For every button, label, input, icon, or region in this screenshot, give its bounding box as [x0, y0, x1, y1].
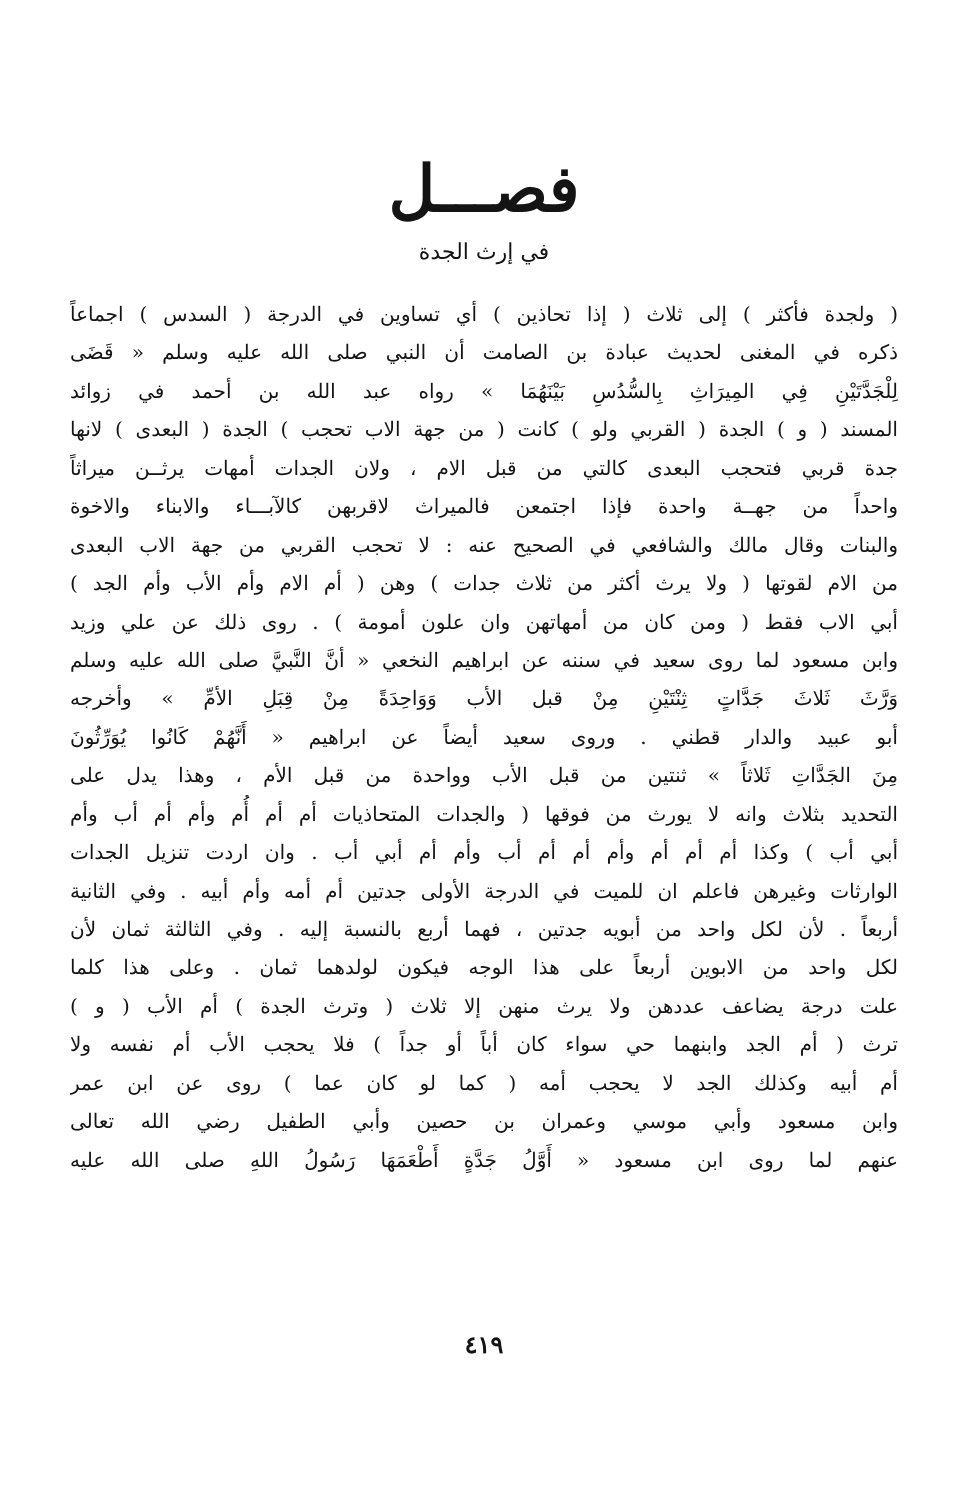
text-line: لكل واحد من الابوين أربعاً على هذا الوجه فيكون لولدهما ثمان . وعلى هذا كلما	[70, 955, 898, 980]
text-line: مِنَ الجَدَّاتِ ثَلاثاً » ثنتين من قبل الأب وواحدة من قبل الأم ، وهذا يدل على	[70, 763, 898, 788]
text-line: وابن مسعود لما روى سعيد في سننه عن ابراهيم النخعي « أنَّ النَّبيَّ صلى الله عليه وسلم	[70, 647, 898, 672]
text-line: المسند ( و ) الجدة ( القربي ولو ) كانت ( من جهة الاب تحجب ) الجدة ( البعدى ) لانها	[70, 417, 898, 442]
page-number: ٤١٩	[464, 1330, 504, 1359]
text-line: أبي أب ) وكذا أم أم أم وأم أم أم أب وأم أم أبي أب . وان اردت تنزيل الجدات	[70, 840, 898, 865]
text-line: لِلْجَدَّتَيْنِ فِي المِيرَاثِ بِالسُّدُسِ بَيْنَهُمَا » رواه عبد الله بن أحمد في زوائد	[70, 378, 898, 403]
text-line: واحداً من جهــة واحدة فإذا اجتمعن فالميراث لاقربهن كالآبـــاء والابناء والاخوة	[70, 494, 898, 519]
text-line: عنهم لما روى ابن مسعود « أَوَّلُ جَدَّةٍ أَطْعَمَهَا رَسُولُ اللهِ صلى الله عليه	[70, 1147, 898, 1172]
body-text	[70, 295, 898, 1179]
text-line: وابن مسعود وأبي موسي وعمران بن حصين وأبي الطفيل رضي الله تعالى	[70, 1109, 898, 1134]
chapter-title: فصـــل	[388, 152, 580, 227]
text-line: أبو عبيد والدار قطني . وروى سعيد أيضاً عن ابراهيم « أَنَّهُمْ كَانُوا يُوَرِّثُونَ	[70, 724, 898, 749]
text-line: ذكره في المغنى لحديث عبادة بن الصامت أن النبي صلى الله عليه وسلم « قَضَى	[70, 340, 898, 365]
text-line: ترث ( أم الجد وابنهما حي سواء كان أباً أو جداً ) فلا يحجب الأب أم نفسه ولا	[70, 1032, 898, 1057]
text-line: وَرَّثَ ثَلاثَ جَدَّاتٍ ثِنْتَيْنِ مِنْ قبل الأب وَوَاحِدَةً مِنْ قِبَلِ الأمِّ » وأخرجه	[70, 686, 898, 711]
text-line: أم أبيه وكذلك الجد لا يحجب أمه ( كما لو كان عما ) روى عن ابن عمر	[70, 1070, 898, 1095]
text-line: علت درجة يضاعف عددهن ولا يرث منهن إلا ثلاث ( وترث الجدة ) أم الأب ( و )	[70, 993, 898, 1018]
text-line: جدة قربي فتحجب البعدى كالتي من قبل الام ، ولان الجدات أمهات يرثــن ميراثاً	[70, 455, 898, 480]
text-line: أبي الاب فقط ( ومن كان من أمهاتهن وان علون أمومة ) . روى ذلك عن علي وزيد	[70, 609, 898, 634]
text-line: والبنات وقال مالك والشافعي في الصحيح عنه : لا تحجب القربي من جهة الاب البعدى	[70, 532, 898, 557]
text-line: من الام لقوتها ( ولا يرث أكثر من ثلاث جدات ) وهن ( أم الام وأم الأب وأم الجد )	[70, 571, 898, 596]
text-line: التحديد بثلاث وانه لا يورث من فوقها ( والجدات المتحاذيات أم أم أُم وأم أم أب وأم	[70, 801, 898, 826]
text-line: ( ولجدة فأكثر ) إلى ثلاث ( إذا تحاذين ) أي تساوين في الدرجة ( السدس ) اجماعاً	[70, 302, 898, 326]
chapter-subtitle: في إرث الجدة	[418, 240, 550, 265]
text-line: الوارثات وغيرهن فاعلم ان للميت في الدرجة الأولى جدتين أم أمه وأم أبيه . وفي الثانية	[70, 878, 898, 903]
text-line: أربعاً . لأن لكل واحد من أبويه جدتين ، فهما أربع بالنسبة إليه . وفي الثالثة ثمان لأن	[70, 917, 898, 941]
